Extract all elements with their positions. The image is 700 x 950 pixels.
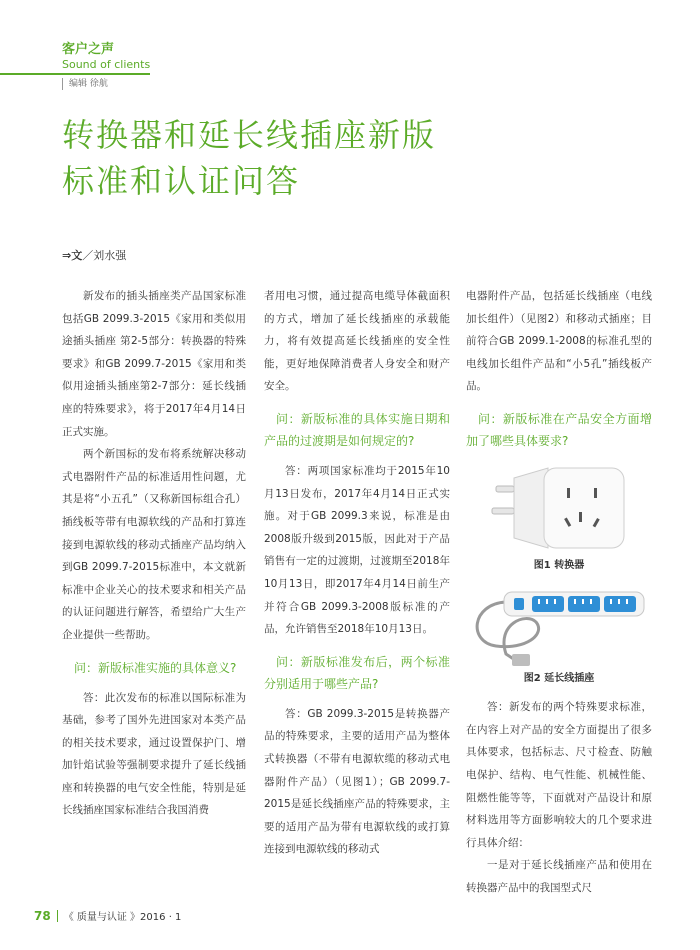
section-title: 客户之声 <box>62 42 115 57</box>
author-mark: ⇒文 <box>62 249 83 262</box>
answer-paragraph: 答：此次发布的标准以国际标准为基础，参考了国外先进国家对本类产品的相关技术要求，通过设置保护门、增加针焰试验等强制要求提升了延长线插座和转换器的电气安全性能，特别是延长线插座国家标准结合我国消费 <box>62 691 246 817</box>
journal-name: 《 质量与认证 》2016 · 1 <box>63 912 182 923</box>
strip-switch <box>514 598 524 610</box>
column-3 <box>466 285 652 900</box>
converter-side <box>514 468 548 548</box>
page-number: 78 <box>34 908 51 923</box>
figure-power-strip <box>466 584 652 668</box>
socket-hole <box>594 488 597 498</box>
author-byline <box>62 247 126 263</box>
socket-hole <box>579 512 582 522</box>
answer-paragraph: 答：两项国家标准均于2015年10月13日发布，2017年4月14日正式实施。对于GB 2099.3来说，标准是由2008版升级到2015版，因此对于产品销售有一定的过渡期，过渡期至2018年10月13日，即2017年4月14日前生产并符合GB 2099.3-2008版标准的产品，允许销售至2018年10月13日。 <box>264 464 450 636</box>
plug-head <box>512 654 530 666</box>
footer-divider <box>57 910 58 922</box>
column-1 <box>62 285 246 822</box>
question-heading: 问：新版标准在产品安全方面增加了哪些具体要求? <box>466 411 652 448</box>
paragraph: 一是对于延长线插座产品和使用在转换器产品中的我国型式尺 <box>466 859 652 894</box>
section-subtitle: Sound of clients <box>62 58 151 71</box>
editor-credit: 编辑 徐航 <box>62 78 108 90</box>
header-rule <box>0 73 150 75</box>
question-heading: 问：新版标准发布后，两个标准分别适用于哪些产品? <box>264 654 450 691</box>
article-title-line1: 转换器和延长线插座新版 <box>62 116 437 154</box>
column-2 <box>264 285 450 861</box>
question-heading: 问：新版标准实施的具体意义? <box>74 660 237 675</box>
paragraph: 者用电习惯，通过提高电缆导体截面积的方式，增加了延长线插座的承载能力，将有效提高延长线插座的安全性能，更好地保障消费者人身安全和财产安全。 <box>264 290 450 393</box>
figure-converter <box>466 460 652 555</box>
article-title-line2: 标准和认证问答 <box>62 162 301 200</box>
socket-hole <box>567 488 570 498</box>
answer-paragraph: 答：新发布的两个特殊要求标准，在内容上对产品的安全方面提出了很多具体要求，包括标志、尺寸检查、防触电保护、结构、电气性能、机械性能、阻燃性能等等，下面就对产品设计和原材料选用等方面影响较大的几个要求进行具体介绍： <box>466 701 652 849</box>
figure-2-caption: 图2 延长线插座 <box>523 672 595 684</box>
converter-front <box>544 468 624 548</box>
converter-image <box>466 460 652 555</box>
question-heading: 问：新版标准的具体实施日期和产品的过渡期是如何规定的? <box>264 411 450 448</box>
page-footer <box>34 908 181 923</box>
author-name: ／刘水强 <box>82 249 127 262</box>
paragraph: 电器附件产品，包括延长线插座（电线加长组件）（见图2）和移动式插座；目前符合GB 2099.1-2008的标准孔型的电线加长组件产品和“小5孔”插线板产品。 <box>466 290 652 393</box>
answer-paragraph: 答：GB 2099.3-2015是转换器产品的特殊要求，主要的适用产品为整体式转换器（不带有电源软缆的移动式电器附件产品）（见图1）；GB 2099.7-2015是延长线插座产品的特殊要求，主要的适用产品为带有电源软线的或打算连接到电源软线的移动式 <box>264 707 450 856</box>
paragraph: 两个新国标的发布将系统解决移动式电器附件产品的标准适用性问题，尤其是将“小五孔”（又称新国标组合孔）插线板等带有电源软线的产品和打算连接到电源软线的移动式插座产品均纳入到GB 2099.7-2015标准中，本文就新标准中企业关心的技术要求和相关产品的认证问题进行解答，希望给广大生产企业提供一些帮助。 <box>62 448 246 641</box>
article-title <box>62 112 622 204</box>
plug-prong-top <box>496 486 514 492</box>
paragraph: 新发布的插头插座类产品国家标准包括GB 2099.3-2015《家用和类似用途插头插座 第2-5部分：转换器的特殊要求》和GB 2099.7-2015《家用和类似用途插头插座第2-7部分：延长线插座的特殊要求》，将于2017年4月14日正式实施。 <box>62 290 246 438</box>
plug-prong-bottom <box>492 508 514 514</box>
power-strip-image <box>466 584 652 668</box>
figure-1-caption: 图1 转换器 <box>533 559 585 571</box>
